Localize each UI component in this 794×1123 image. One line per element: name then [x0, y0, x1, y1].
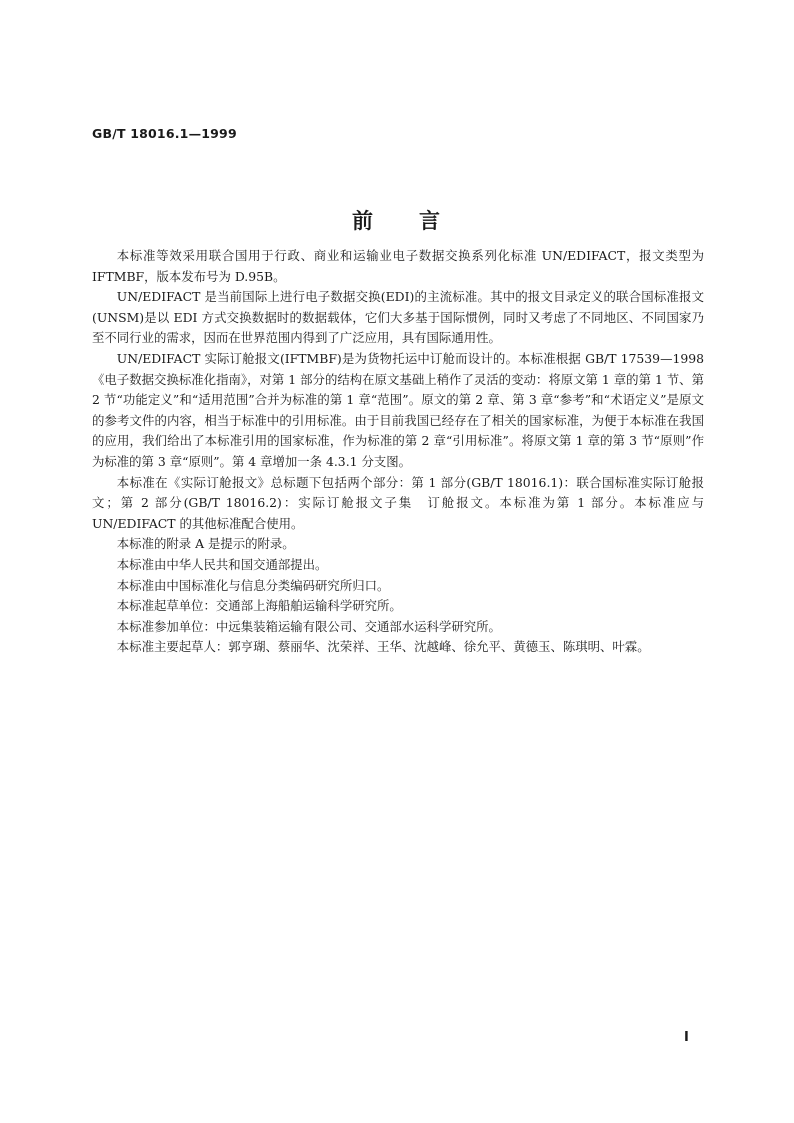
paragraph: UN/EDIFACT 是当前国际上进行电子数据交换(EDI)的主流标准。其中的报文目录定义的联合国标准报文(UNSM)是以 EDI 方式交换数据时的数据载体，它们大多基于国际惯例，同时又考虑了不同地区、不同国家乃至不同行业的需求，因而在世界范围内得到了广泛应用，具有国际通用性。: [92, 289, 704, 346]
paragraph: 本标准起草单位：交通部上海船舶运输科学研究所。: [116, 598, 402, 614]
page-title: [0, 205, 794, 235]
standard-code: GB/T 18016.1—1999: [92, 126, 237, 141]
title-char-2: 言: [419, 209, 442, 233]
paragraph: 本标准等效采用联合国用于行政、商业和运输业电子数据交换系列化标准 UN/EDIFACT，报文类型为 IFTMBF，版本发布号为 D.95B。: [92, 248, 704, 284]
paragraph: 本标准主要起草人：郭亨瑚、蔡丽华、沈荣祥、王华、沈越峰、徐允平、黄德玉、陈琪明、叶霖。: [116, 639, 650, 655]
paragraph: 本标准在《实际订舱报文》总标题下包括两个部分：第 1 部分(GB/T 18016.1)：联合国标准实际订舱报文；第 2 部分(GB/T 18016.2)：实际订舱报文子集 订舱报文。本标准为第 1 部分。本标准应与 UN/EDIFACT 的其他标准配合使用。: [92, 474, 704, 531]
page-number: I: [684, 1030, 689, 1045]
foreword-body: [92, 246, 704, 658]
paragraph: 本标准由中国标准化与信息分类编码研究所归口。: [116, 577, 390, 593]
paragraph: 本标准由中华人民共和国交通部提出。: [116, 556, 328, 572]
paragraph: UN/EDIFACT 实际订舱报文(IFTMBF)是为货物托运中订舱而设计的。本标准根据 GB/T 17539—1998《电子数据交换标准化指南》，对第 1 部分的结构在原文基础上稍作了灵活的变动：将原文第 1 章的第 1 节、第 2 节“功能定义”和“适用范围”合并为标准的第 1 章“范围”。原文的第 2 章、第 3 章“参考”和“术语定义”是原文的参考文件的内容，相当于标准中的引用标准。由于目前我国已经存在了相关的国家标准，为便于本标准在我国的应用，我们给出了本标准引用的国家标准，作为标准的第 2 章“引用标准”。将原文第 1 章的第 3 节“原则”作为标准的第 3 章“原则”。第 4 章增加一条 4.3.1 分支图。: [92, 350, 704, 469]
paragraph: 本标准的附录 A 是提示的附录。: [116, 536, 295, 552]
title-char-1: 前: [352, 209, 375, 233]
paragraph: 本标准参加单位：中远集装箱运输有限公司、交通部水运科学研究所。: [116, 618, 501, 634]
